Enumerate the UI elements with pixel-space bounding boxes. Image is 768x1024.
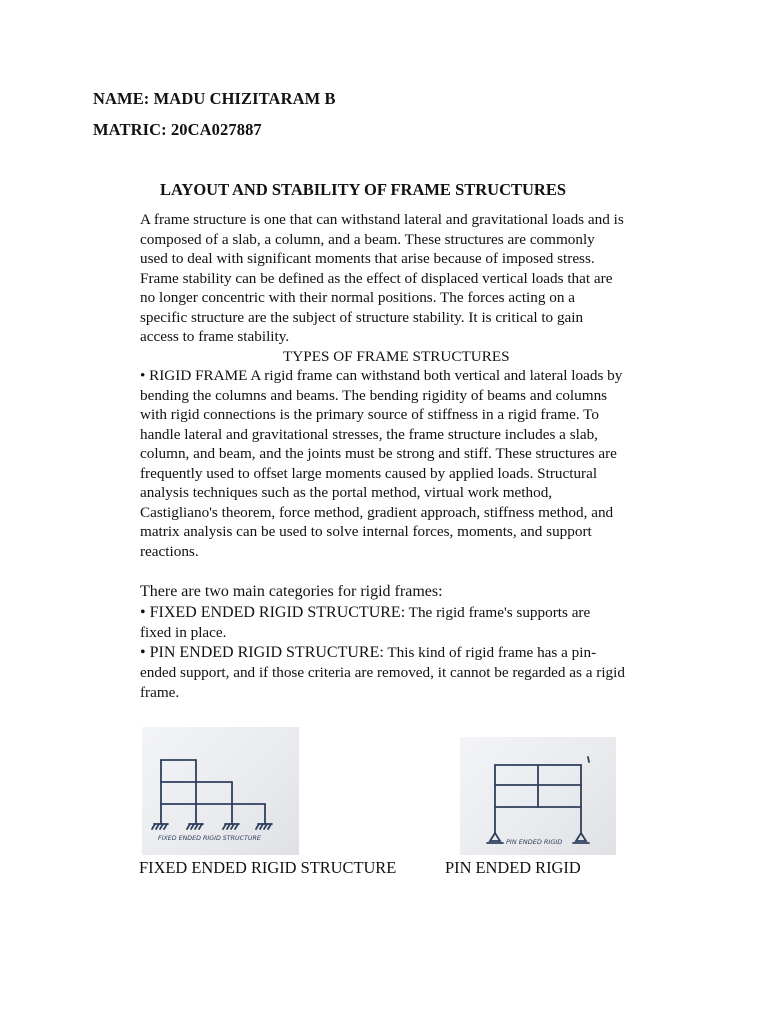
pin-ended-item xyxy=(140,643,700,664)
fixed-ended-sketch-photo xyxy=(142,727,299,855)
intro-line: composed of a slab, a column, and a beam. These structures are commonly xyxy=(140,230,595,248)
pin-ended-frame-drawing xyxy=(460,737,616,855)
intro-line: used to deal with significant moments that arise because of imposed stress. xyxy=(140,250,595,267)
rigid-line: frequently used to offset large moments caused by applied loads. Structural xyxy=(140,464,598,482)
fixed-ended-frame-drawing xyxy=(142,727,299,855)
pin-ended-text: This kind of rigid frame has a pin- xyxy=(383,643,597,661)
pin-ended-label: • PIN ENDED RIGID STRUCTURE: xyxy=(140,643,384,661)
pin-ended-sketch-photo xyxy=(460,737,616,855)
categories-list xyxy=(140,582,700,702)
page-title: LAYOUT AND STABILITY OF FRAME STRUCTURES xyxy=(160,180,567,199)
caption-fixed-ended: FIXED ENDED RIGID STRUCTURE xyxy=(139,858,397,877)
intro-paragraph xyxy=(140,210,700,347)
intro-line: no longer concentric with their normal positions. The forces acting on a xyxy=(140,289,575,306)
rigid-frame-paragraph xyxy=(140,366,700,561)
rigid-line: with rigid connections is the primary source of stiffness in a rigid frame. To xyxy=(140,406,599,423)
rigid-line: column, and beam, and the joints must be strong and stiff. These structures are xyxy=(140,445,617,462)
fixed-ended-text: The rigid frame's supports are xyxy=(405,603,591,621)
student-name: NAME: MADU CHIZITARAM B xyxy=(93,89,336,108)
fixed-sketch-handwritten-label: FIXED ENDED RIGID STRUCTURE xyxy=(158,835,261,842)
matric-number: MATRIC: 20CA027887 xyxy=(93,120,262,139)
rigid-line: handle lateral and gravitational stresses, the frame structure includes a slab, xyxy=(140,425,598,443)
types-heading: TYPES OF FRAME STRUCTURES xyxy=(283,348,510,365)
intro-line: A frame structure is one that can withstand lateral and gravitational loads and is xyxy=(140,211,624,228)
rigid-line: reactions. xyxy=(140,542,199,560)
intro-line: access to frame stability. xyxy=(140,328,290,345)
pin-ended-text-cont: frame. xyxy=(140,683,180,701)
rigid-line: Castigliano's theorem, force method, gradient approach, stiffness method, and xyxy=(140,503,614,521)
fixed-ended-text-cont: fixed in place. xyxy=(140,624,227,641)
pin-ended-text-cont: ended support, and if those criteria are removed, it cannot be regarded as a rigid xyxy=(140,664,625,681)
pin-sketch-handwritten-label: PIN ENDED RIGID xyxy=(506,838,563,846)
categories-intro: There are two main categories for rigid frames: xyxy=(140,583,443,600)
rigid-line: bending the columns and beams. The bending rigidity of beams and columns xyxy=(140,386,608,404)
rigid-line: matrix analysis can be used to solve internal forces, moments, and support xyxy=(140,523,592,540)
fixed-ended-label: • FIXED ENDED RIGID STRUCTURE: xyxy=(140,603,406,621)
fixed-ended-item xyxy=(140,603,700,624)
caption-pin-ended: PIN ENDED RIGID xyxy=(445,858,581,877)
intro-line: specific structure are the subject of structure stability. It is critical to gain xyxy=(140,308,584,326)
rigid-line: analysis techniques such as the portal method, virtual work method, xyxy=(140,484,553,501)
intro-line: Frame stability can be defined as the effect of displaced vertical loads that are xyxy=(140,269,613,287)
rigid-line: • RIGID FRAME A rigid frame can withstand both vertical and lateral loads by xyxy=(140,367,623,384)
